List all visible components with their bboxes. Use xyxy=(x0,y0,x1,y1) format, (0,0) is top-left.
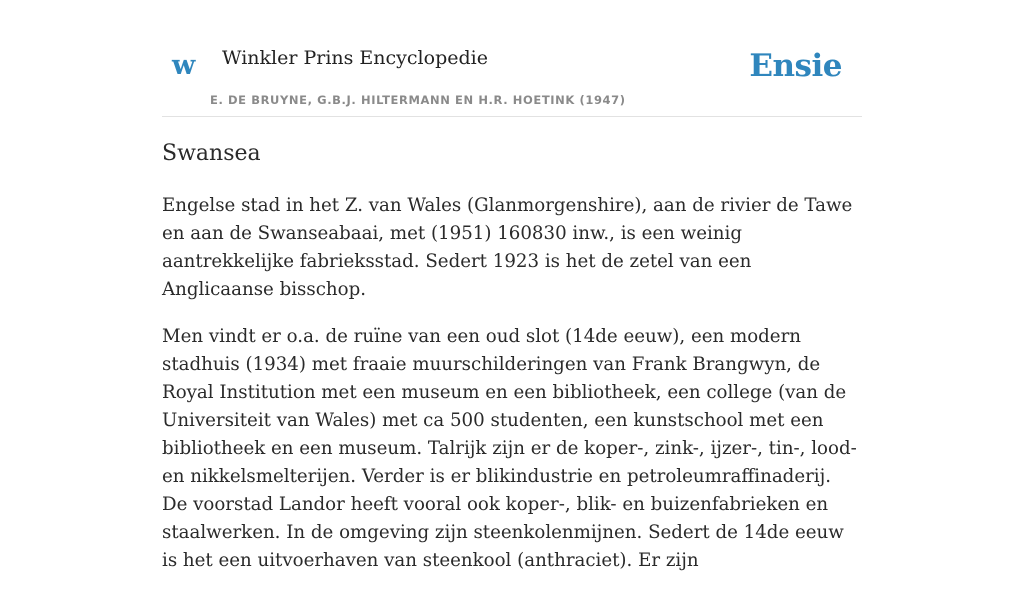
encyclopedia-authors: E. DE BRUYNE, G.B.J. HILTERMANN EN H.R. HOETINK (1947) xyxy=(210,93,626,107)
header xyxy=(162,0,862,117)
article-title: Swansea xyxy=(162,141,261,166)
encyclopedia-title-link[interactable]: Winkler Prins Encyclopedie xyxy=(222,47,488,69)
article-paragraph: Men vindt er o.a. de ruïne van een oud slot (14de eeuw), een modern stadhuis (1934) met fraaie muurschilderingen van Frank Brangwyn, de Royal Institution met een museum en een bibliotheek, een college (van de Universiteit van Wales) met ca 500 studenten, een kunstschool met een bibliotheek en een museum. Talrijk zijn er de koper-, zink-, ijzer-, tin-, lood- en nikkelsmelterijen. Verder is er blikindustrie en petroleumraffinaderij. De voorstad Landor heeft vooral ook koper-, blik- en buizenfabrieken en staalwerken. In de omgeving zijn steenkolenmijnen. Sedert de 14de eeuw is het een uitvoerhaven van steenkool (anthraciet). Er zijn xyxy=(162,326,857,571)
ensie-logo-link[interactable]: Ensie xyxy=(749,48,842,84)
article-body xyxy=(162,192,862,594)
article-paragraph: Engelse stad in het Z. van Wales (Glanmorgenshire), aan de rivier de Tawe en aan de Swanseabaai, met (1951) 160830 inw., is een weinig aantrekkelijke fabrieksstad. Sedert 1923 is het de zetel van een Anglicaanse bisschop. xyxy=(162,195,853,300)
encyclopedia-logo-icon[interactable]: w xyxy=(172,50,196,81)
